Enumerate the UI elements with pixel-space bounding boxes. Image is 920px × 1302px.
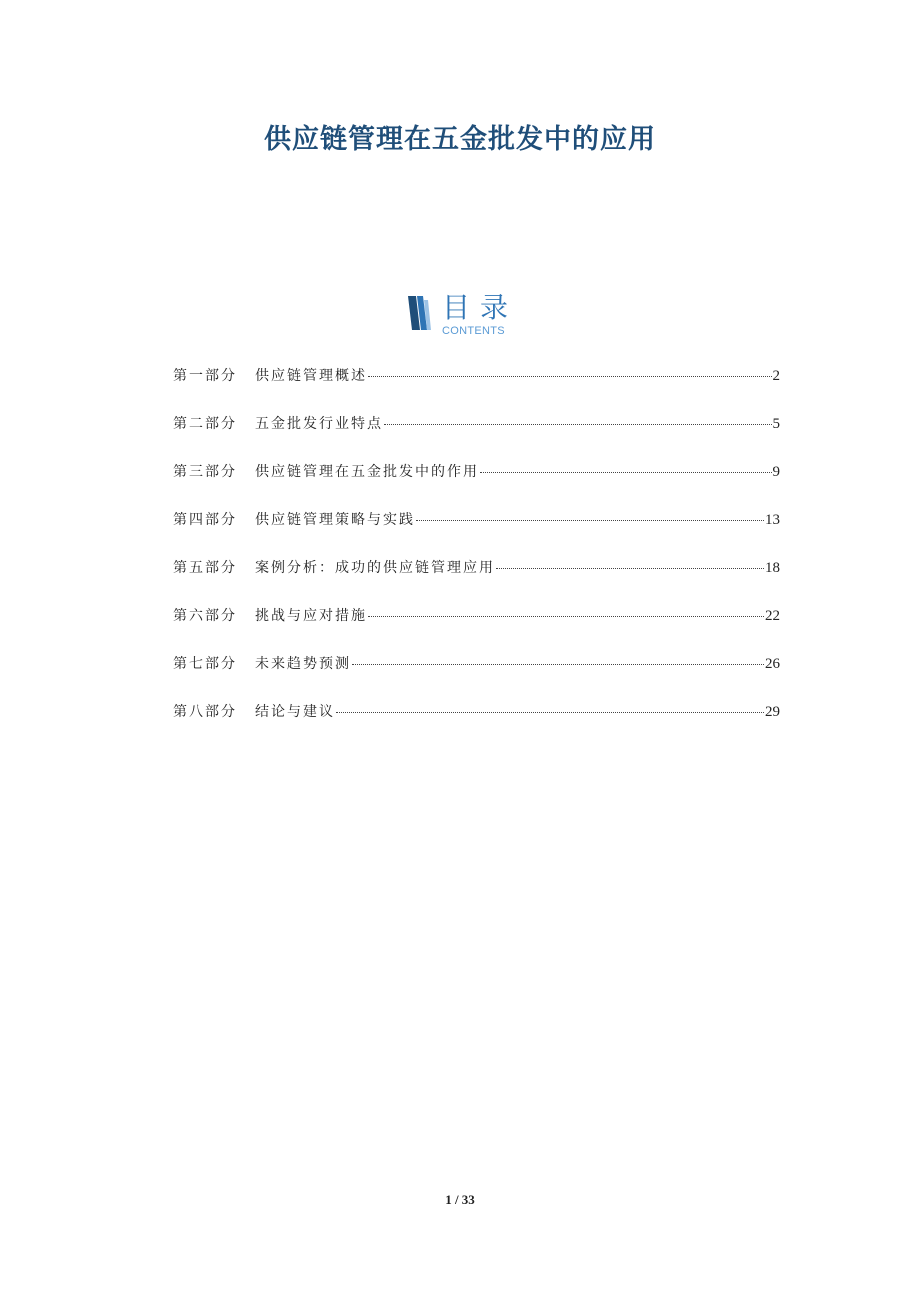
toc-dot-leader bbox=[384, 424, 772, 425]
toc-dot-leader bbox=[496, 568, 764, 569]
toc-entry-page: 26 bbox=[765, 656, 780, 672]
toc-entry-part: 第八部分 bbox=[173, 704, 237, 720]
toc-list bbox=[173, 364, 780, 748]
toc-entry[interactable] bbox=[173, 700, 780, 748]
toc-entry-part: 第三部分 bbox=[173, 464, 237, 480]
toc-entry-title: 供应链管理概述 bbox=[255, 368, 367, 384]
toc-entry[interactable] bbox=[173, 460, 780, 508]
toc-entry-part: 第七部分 bbox=[173, 656, 237, 672]
toc-entry-page: 9 bbox=[772, 464, 780, 480]
toc-entry-part: 第一部分 bbox=[173, 368, 237, 384]
toc-entry[interactable] bbox=[173, 508, 780, 556]
toc-entry-page: 13 bbox=[765, 512, 780, 528]
toc-entry-part: 第六部分 bbox=[173, 608, 237, 624]
toc-entry-page: 5 bbox=[772, 416, 780, 432]
toc-entry-page: 2 bbox=[772, 368, 780, 384]
toc-entry-title: 五金批发行业特点 bbox=[255, 416, 383, 432]
toc-dot-leader bbox=[480, 472, 772, 473]
toc-entry[interactable] bbox=[173, 556, 780, 604]
toc-entry[interactable] bbox=[173, 364, 780, 412]
document-title: 供应链管理在五金批发中的应用 bbox=[264, 124, 656, 155]
toc-dot-leader bbox=[368, 376, 772, 377]
toc-title: 目录 bbox=[442, 291, 519, 324]
toc-entry-part: 第五部分 bbox=[173, 560, 237, 576]
toc-entry-page: 22 bbox=[765, 608, 780, 624]
toc-entry-title: 未来趋势预测 bbox=[255, 656, 351, 672]
toc-entry-title: 结论与建议 bbox=[255, 704, 335, 720]
toc-heading bbox=[408, 292, 528, 342]
toc-entry-title: 挑战与应对措施 bbox=[255, 608, 367, 624]
toc-subtitle: CONTENTS bbox=[442, 325, 505, 337]
page-number: 1 / 33 bbox=[445, 1192, 475, 1207]
toc-entry-title: 供应链管理策略与实践 bbox=[255, 512, 415, 528]
toc-entry[interactable] bbox=[173, 412, 780, 460]
toc-entry-part: 第四部分 bbox=[173, 512, 237, 528]
toc-dot-leader bbox=[416, 520, 764, 521]
toc-dot-leader bbox=[336, 712, 764, 713]
toc-entry-part: 第二部分 bbox=[173, 416, 237, 432]
toc-dot-leader bbox=[368, 616, 764, 617]
toc-logo-icon bbox=[408, 296, 432, 330]
toc-entry-title: 案例分析：成功的供应链管理应用 bbox=[255, 560, 495, 576]
toc-dot-leader bbox=[352, 664, 764, 665]
toc-entry[interactable] bbox=[173, 604, 780, 652]
toc-entry[interactable] bbox=[173, 652, 780, 700]
toc-entry-page: 29 bbox=[765, 704, 780, 720]
toc-entry-title: 供应链管理在五金批发中的作用 bbox=[255, 464, 479, 480]
toc-entry-page: 18 bbox=[765, 560, 780, 576]
